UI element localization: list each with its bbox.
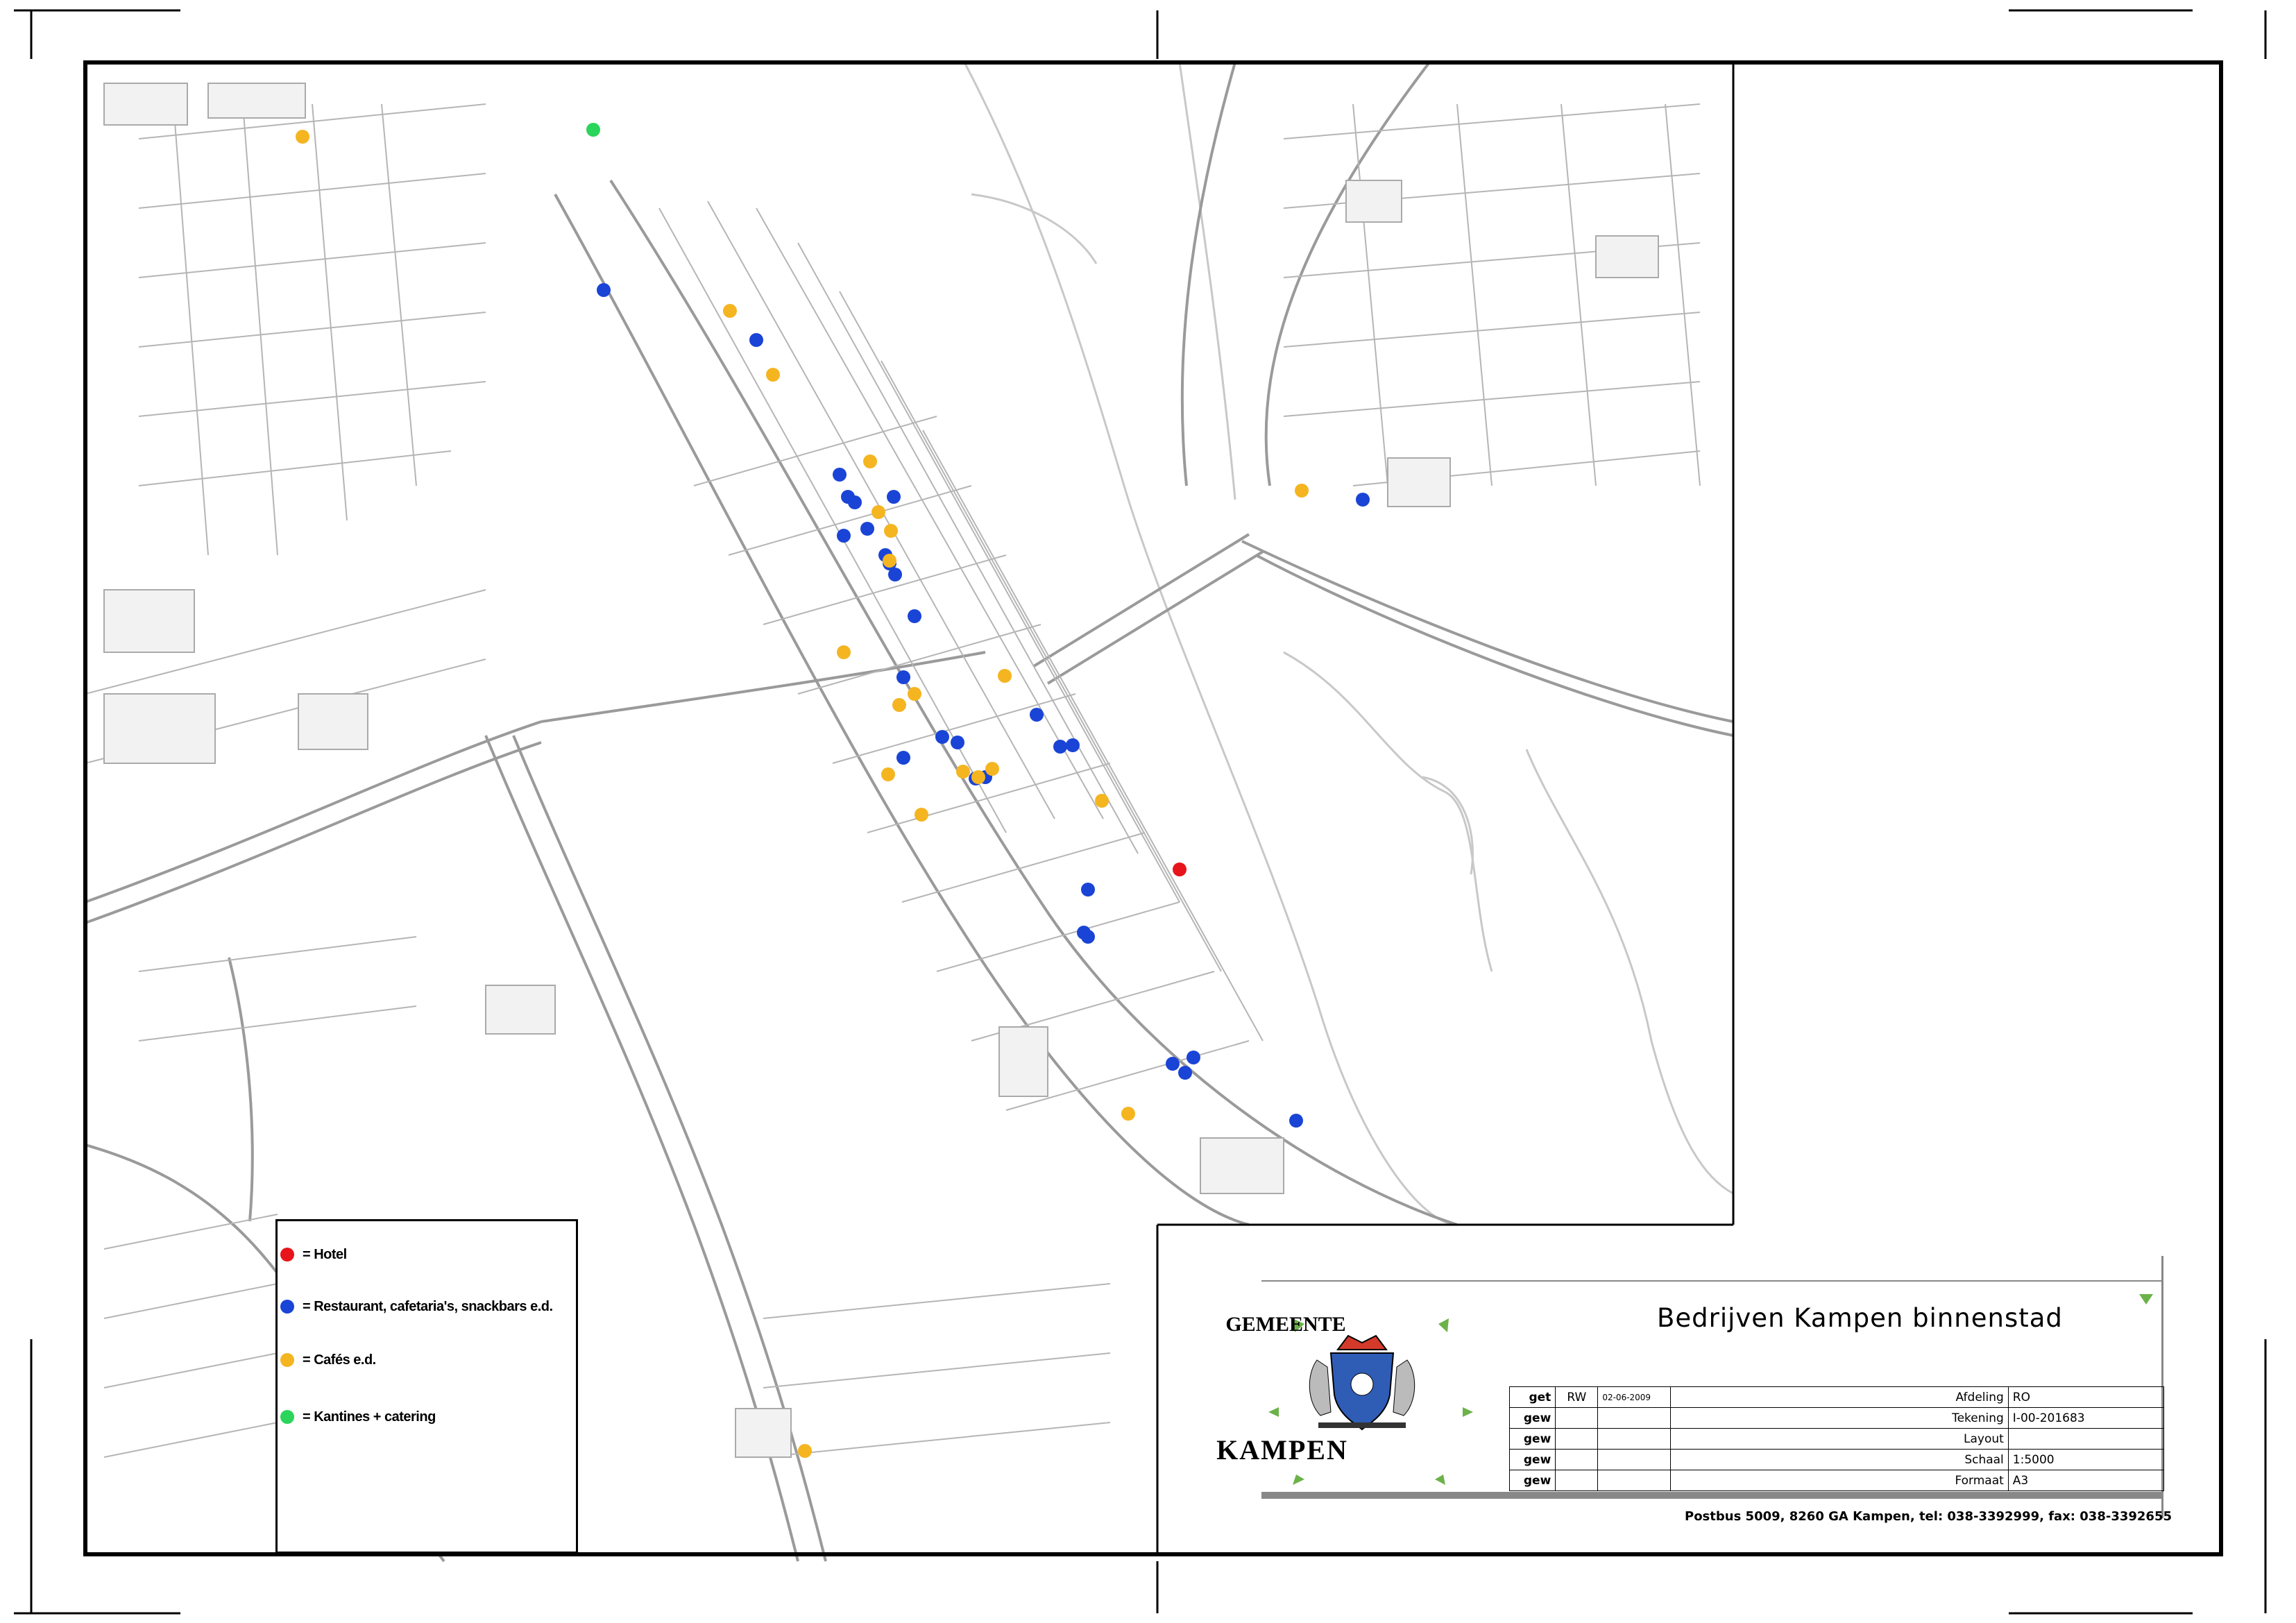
drawing-title: Bedrijven Kampen binnenstad: [1657, 1303, 2063, 1333]
blue-dot-icon: [280, 1300, 294, 1314]
cafe-marker: [883, 554, 896, 568]
cafe-marker: [908, 687, 921, 701]
info-cell: [1556, 1429, 1598, 1450]
info-cell: [1556, 1470, 1598, 1491]
legend-label-cafe: = Cafés e.d.: [303, 1352, 376, 1368]
cafe-marker: [884, 524, 898, 538]
legend-item-hotel: [278, 1241, 347, 1268]
cafe-marker: [1095, 794, 1109, 808]
kampen-crest-icon: [1309, 1336, 1414, 1429]
yellow-dot-icon: [280, 1353, 294, 1367]
logo-text-bottom: KAMPEN: [1216, 1434, 1348, 1465]
restaurant-marker: [935, 730, 949, 744]
cafe-marker: [1121, 1107, 1135, 1121]
info-label: Schaal: [1670, 1450, 2008, 1470]
info-label: Formaat: [1670, 1470, 2008, 1491]
info-label: Tekening: [1670, 1408, 2008, 1429]
legend-item-restaurant: [278, 1293, 553, 1320]
info-value: RO: [2008, 1387, 2163, 1408]
info-row: [1510, 1450, 2164, 1470]
cafe-marker: [971, 770, 985, 784]
restaurant-marker: [860, 522, 874, 536]
cafe-marker: [723, 304, 737, 318]
legend-label-catering: = Kantines + catering: [303, 1409, 436, 1425]
drawing-info-table: [1509, 1386, 2164, 1491]
cafe-marker: [296, 130, 309, 144]
info-row: [1510, 1387, 2164, 1408]
info-cell: gew: [1510, 1470, 1556, 1491]
legend-label-hotel: = Hotel: [303, 1246, 347, 1262]
map-legend: [275, 1219, 578, 1554]
contact-address: Postbus 5009, 8260 GA Kampen, tel: 038-3392999, fax: 038-3392655: [1685, 1509, 2172, 1524]
cafe-marker: [1295, 484, 1309, 498]
green-dot-icon: [280, 1410, 294, 1424]
restaurant-marker: [951, 736, 964, 749]
restaurant-marker: [749, 333, 763, 347]
logo-text-top: GEMEENTE: [1225, 1313, 1346, 1336]
info-cell: [1556, 1450, 1598, 1470]
info-cell: [1598, 1470, 1670, 1491]
cafe-marker: [956, 765, 970, 779]
restaurant-marker: [887, 490, 901, 504]
cafe-marker: [871, 505, 885, 519]
legend-item-cafe: [278, 1346, 376, 1374]
info-cell: gew: [1510, 1408, 1556, 1429]
title-block: [1157, 1235, 2172, 1524]
red-dot-icon: [280, 1248, 294, 1261]
restaurant-marker: [1289, 1114, 1303, 1128]
restaurant-marker: [848, 495, 862, 509]
info-cell: [1598, 1429, 1670, 1450]
restaurant-marker: [1356, 493, 1370, 507]
restaurant-marker: [896, 670, 910, 684]
restaurant-marker: [1178, 1066, 1192, 1080]
restaurant-marker: [1081, 883, 1095, 897]
info-cell: [1556, 1408, 1598, 1429]
cafe-marker: [985, 762, 999, 776]
cafe-marker: [892, 698, 906, 712]
restaurant-marker: [1030, 708, 1044, 722]
restaurant-marker: [837, 529, 851, 543]
restaurant-marker: [833, 468, 847, 482]
info-cell: [1598, 1408, 1670, 1429]
cafe-marker: [881, 767, 895, 781]
restaurant-marker: [896, 751, 910, 765]
info-cell: gew: [1510, 1429, 1556, 1450]
info-label: Layout: [1670, 1429, 2008, 1450]
hotel-marker: [1173, 863, 1187, 876]
info-cell: 02-06-2009: [1598, 1387, 1670, 1408]
info-cell: get: [1510, 1387, 1556, 1408]
info-value: A3: [2008, 1470, 2163, 1491]
restaurant-marker: [1187, 1051, 1200, 1064]
cafe-marker: [766, 368, 780, 382]
cafe-marker: [915, 808, 928, 822]
restaurant-marker: [908, 609, 921, 623]
restaurant-marker: [1066, 738, 1080, 752]
restaurant-marker: [1053, 740, 1067, 754]
info-row: [1510, 1408, 2164, 1429]
cafe-marker: [998, 669, 1012, 683]
info-row: [1510, 1429, 2164, 1450]
catering-marker: [586, 123, 600, 137]
info-row: [1510, 1470, 2164, 1491]
cafe-marker: [837, 645, 851, 659]
restaurant-marker: [888, 568, 902, 581]
cafe-marker: [863, 454, 877, 468]
restaurant-marker: [1166, 1057, 1180, 1071]
legend-label-restaurant: = Restaurant, cafetaria's, snackbars e.d.: [303, 1298, 553, 1314]
info-label: Afdeling: [1670, 1387, 2008, 1408]
info-value: [2008, 1429, 2163, 1450]
legend-item-catering: [278, 1403, 436, 1431]
info-value: 1:5000: [2008, 1450, 2163, 1470]
restaurant-marker: [597, 283, 611, 297]
restaurant-marker: [1081, 930, 1095, 944]
cafe-marker: [798, 1444, 812, 1458]
info-cell: RW: [1556, 1387, 1598, 1408]
info-value: I-00-201683: [2008, 1408, 2163, 1429]
info-cell: [1598, 1450, 1670, 1470]
info-cell: gew: [1510, 1450, 1556, 1470]
